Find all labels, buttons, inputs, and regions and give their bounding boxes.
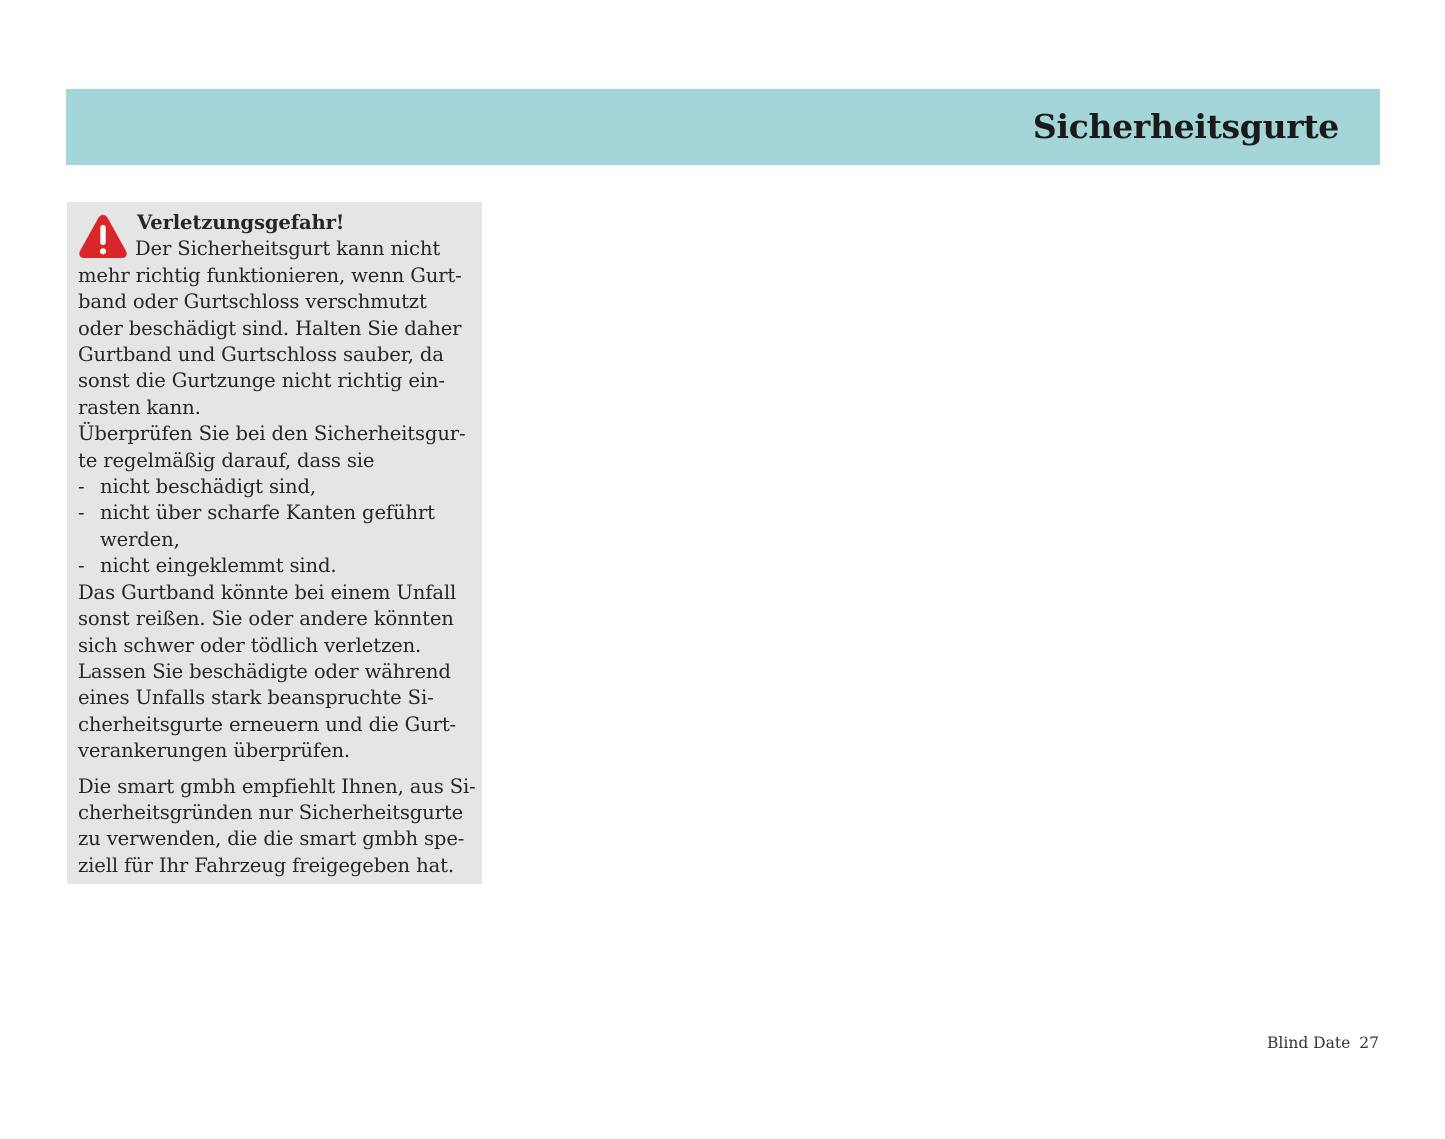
list-item-text: nicht eingeklemmt sind. bbox=[100, 554, 337, 578]
warning-text-line: eines Unfalls stark beanspruchte Si- bbox=[78, 686, 434, 710]
recommendation-text-line: Die smart gmbh empfiehlt Ihnen, aus Si- bbox=[78, 774, 476, 798]
warning-text-line: band oder Gurtschloss verschmutzt bbox=[78, 290, 427, 314]
warning-text-line: sonst die Gurtzunge nicht richtig ein- bbox=[78, 369, 445, 393]
warning-text-line: oder beschädigt sind. Halten Sie daher bbox=[78, 316, 462, 340]
recommendation-text-line: zu verwenden, die die smart gmbh spe- bbox=[78, 827, 465, 851]
warning-triangle-icon bbox=[78, 213, 128, 260]
warning-text-line: sonst reißen. Sie oder andere könnten bbox=[78, 607, 454, 631]
list-item bbox=[78, 553, 472, 579]
warning-text-line: rasten kann. bbox=[78, 395, 201, 419]
warning-text-line: Gurtband und Gurtschloss sauber, da bbox=[78, 343, 444, 367]
list-item-continuation: werden, bbox=[100, 527, 180, 551]
warning-text-line: verankerungen überprüfen. bbox=[78, 739, 350, 763]
recommendation-text-line: ziell für Ihr Fahrzeug freigegeben hat. bbox=[78, 853, 454, 877]
footer-section-name: Blind Date bbox=[1267, 1034, 1351, 1052]
warning-text-line: Lassen Sie beschädigte oder während bbox=[78, 659, 451, 683]
page-footer bbox=[1267, 1032, 1379, 1054]
warning-text-line: Das Gurtband könnte bei einem Unfall bbox=[78, 580, 457, 604]
page-number: 27 bbox=[1359, 1034, 1379, 1052]
warning-text-line: Überprüfen Sie bei den Sicherheitsgur- bbox=[78, 422, 466, 446]
page-title: Sicherheitsgurte bbox=[1032, 107, 1339, 146]
warning-text-line: mehr richtig funktionieren, wenn Gurt- bbox=[78, 263, 462, 287]
warning-text-line: sich schwer oder tödlich verletzen. bbox=[78, 633, 422, 657]
list-item bbox=[78, 474, 472, 500]
section-header-band bbox=[66, 89, 1380, 165]
list-dash: - bbox=[78, 475, 85, 499]
paragraph-gap bbox=[78, 765, 472, 774]
warning-box bbox=[67, 202, 482, 884]
list-dash: - bbox=[78, 501, 85, 525]
list-item-text: nicht über scharfe Kanten geführt bbox=[100, 501, 435, 525]
warning-text-line: Der Sicherheitsgurt kann nicht bbox=[135, 237, 441, 261]
list-item bbox=[78, 500, 472, 526]
recommendation-text-line: cherheitsgründen nur Sicherheitsgurte bbox=[78, 800, 464, 824]
list-dash: - bbox=[78, 554, 85, 578]
warning-text-line: cherheitsgurte erneuern und die Gurt- bbox=[78, 712, 457, 736]
warning-heading: Verletzungsgefahr! bbox=[137, 211, 345, 234]
list-item-text: nicht beschädigt sind, bbox=[100, 475, 316, 499]
warning-text-line: te regelmäßig darauf, dass sie bbox=[78, 448, 375, 472]
